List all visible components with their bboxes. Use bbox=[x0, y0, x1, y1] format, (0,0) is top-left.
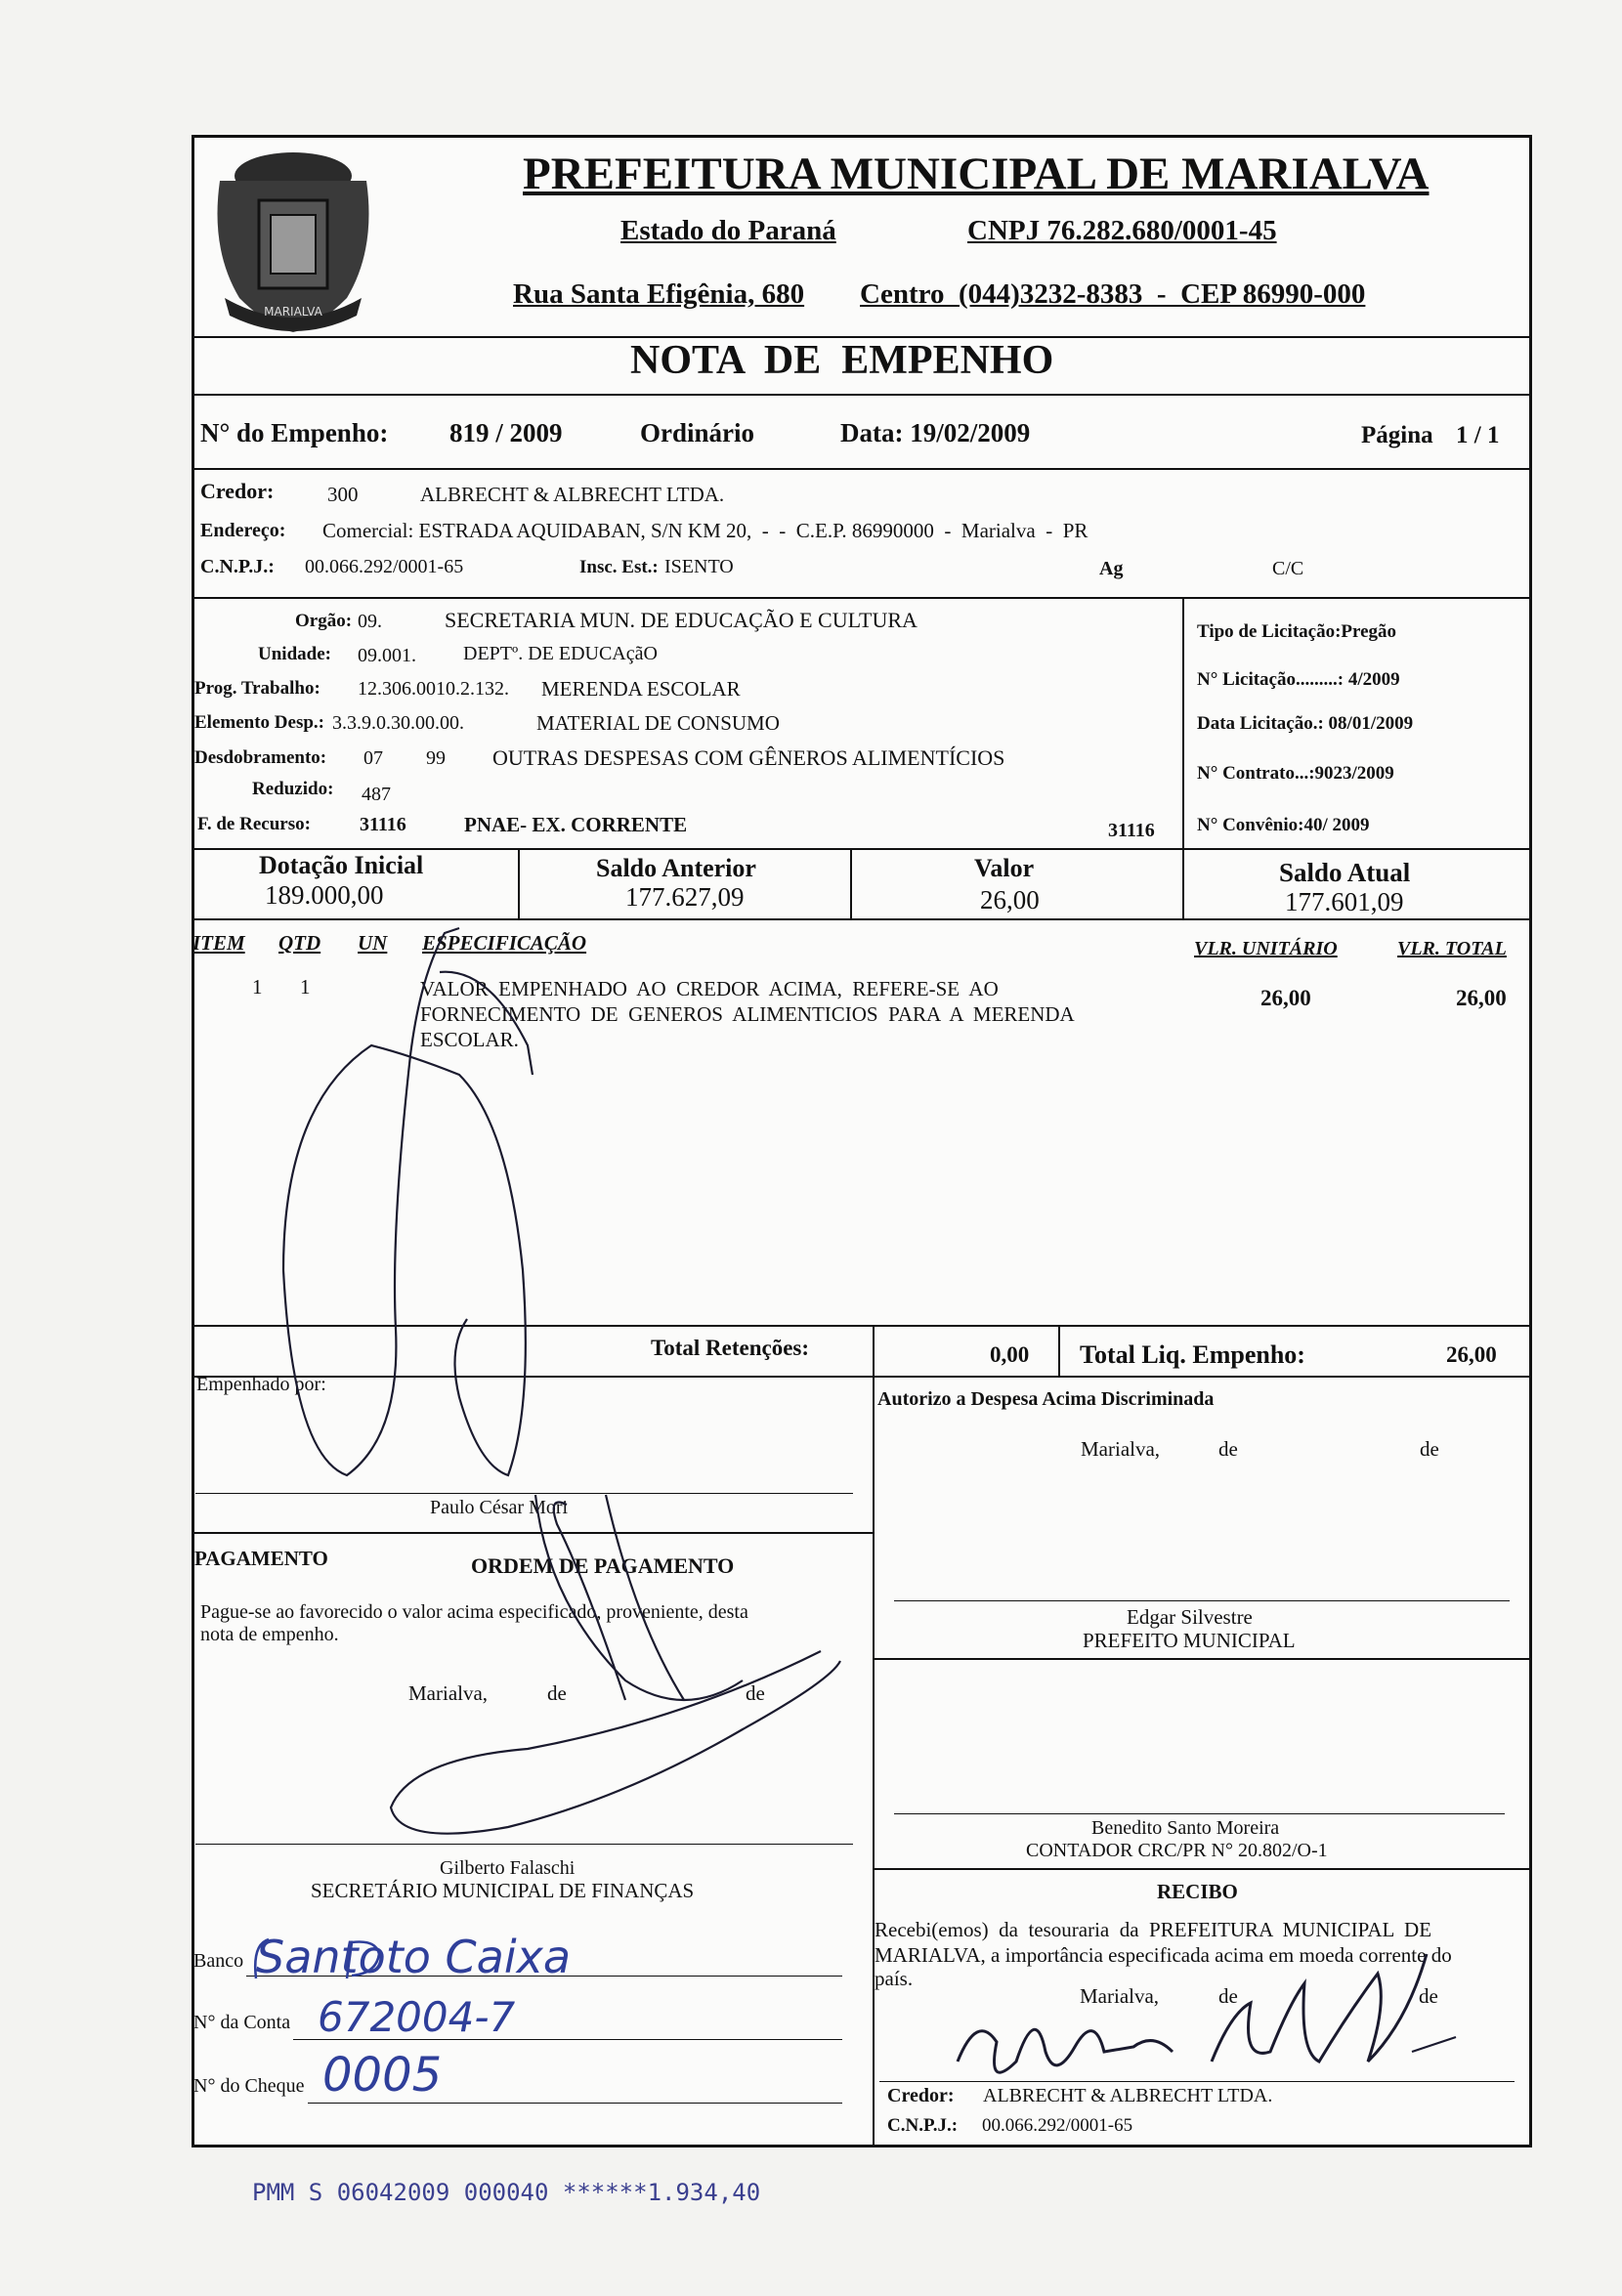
row-spec-line1: VALOR EMPENHADO AO CREDOR ACIMA, REFERE-SE AO bbox=[420, 977, 999, 1000]
elemento-label: Elemento Desp.: bbox=[194, 712, 324, 733]
cheque-handwritten: 0005 bbox=[322, 2048, 443, 2103]
credor-cnpj: 00.066.292/0001-65 bbox=[305, 556, 464, 577]
liquido-value: 26,00 bbox=[1446, 1342, 1497, 1367]
desdob-label: Desdobramento: bbox=[194, 747, 327, 768]
tipo-licitacao: Tipo de Licitação:Pregão bbox=[1197, 621, 1397, 642]
retencoes-value: 0,00 bbox=[990, 1342, 1030, 1367]
numero-convenio: N° Convênio:40/ 2009 bbox=[1197, 815, 1370, 835]
autorizo-de1: de bbox=[1218, 1437, 1238, 1461]
state-label: Estado do Paraná bbox=[620, 215, 836, 246]
pagamento-label: PAGAMENTO bbox=[194, 1547, 328, 1570]
unidade-desc: DEPTº. DE EDUCAçãO bbox=[463, 643, 658, 664]
elemento-code: 3.3.9.0.30.00.00. bbox=[332, 712, 464, 734]
row-spec-line3: ESCOLAR. bbox=[420, 1028, 519, 1051]
recurso-code: 31116 bbox=[360, 814, 406, 835]
pagamento-city: Marialva, bbox=[408, 1681, 489, 1705]
saldo-atual-label: Saldo Atual bbox=[1279, 858, 1411, 887]
credor-address: Comercial: ESTRADA AQUIDABAN, S/N KM 20, - - C.E.P. 86990000 - Marialva - PR bbox=[322, 519, 1088, 542]
district-phone: Centro (044)3232-8383 - CEP 86990-000 bbox=[860, 278, 1366, 310]
prog-code: 12.306.0010.2.132. bbox=[358, 678, 509, 700]
prog-desc: MERENDA ESCOLAR bbox=[541, 677, 741, 701]
row-item: 1 bbox=[252, 975, 263, 999]
desdob-b: 99 bbox=[426, 747, 446, 769]
document-title: NOTA DE EMPENHO bbox=[630, 338, 1054, 383]
prog-label: Prog. Trabalho: bbox=[194, 678, 320, 699]
autorizo-city: Marialva, bbox=[1081, 1437, 1161, 1461]
saldo-anterior-value: 177.627,09 bbox=[625, 882, 745, 912]
col-qtd: QTD bbox=[278, 931, 321, 955]
orgao-desc: SECRETARIA MUN. DE EDUCAÇÃO E CULTURA bbox=[445, 608, 918, 632]
credor-name: ALBRECHT & ALBRECHT LTDA. bbox=[420, 483, 725, 506]
recibo-cnpj: 00.066.292/0001-65 bbox=[982, 2115, 1133, 2136]
recurso-label: F. de Recurso: bbox=[197, 814, 311, 834]
recibo-line-1: Recebi(emos) da tesouraria da PREFEITURA MUNICIPAL DE bbox=[875, 1918, 1432, 1941]
valor-label: Valor bbox=[974, 854, 1035, 882]
pagamento-de1: de bbox=[547, 1681, 567, 1705]
insc-label: Insc. Est.: bbox=[579, 557, 659, 577]
machine-stamp: PMM S 06042009 000040 ******1.934,40 bbox=[252, 2179, 761, 2206]
empenho-label: N° do Empenho: bbox=[200, 418, 389, 447]
pagamento-text-1: Pague-se ao favorecido o valor acima especificado, proveniente, desta bbox=[200, 1601, 748, 1623]
page-number: 1 / 1 bbox=[1456, 422, 1500, 448]
orgao-code: 09. bbox=[358, 611, 382, 632]
contador-name: Benedito Santo Moreira bbox=[1091, 1817, 1280, 1839]
secretario-role: SECRETÁRIO MUNICIPAL DE FINANÇAS bbox=[311, 1879, 695, 1902]
credor-code: 300 bbox=[327, 483, 359, 506]
empenho-number: 819 / 2009 bbox=[449, 418, 563, 447]
banco-label: Banco bbox=[193, 1950, 244, 1972]
empenho-date: Data: 19/02/2009 bbox=[840, 418, 1031, 447]
cnpj-label: C.N.P.J.: bbox=[200, 556, 275, 577]
saldo-anterior-label: Saldo Anterior bbox=[596, 854, 756, 882]
unidade-code: 09.001. bbox=[358, 645, 416, 666]
dotacao-value: 189.000,00 bbox=[265, 880, 384, 910]
recurso-desc: PNAE- EX. CORRENTE bbox=[464, 813, 688, 836]
header-cnpj: CNPJ 76.282.680/0001-45 bbox=[967, 215, 1277, 246]
numero-contrato: N° Contrato...:9023/2009 bbox=[1197, 763, 1394, 784]
recibo-de2: de bbox=[1419, 1984, 1438, 2008]
agency-label: Ag bbox=[1099, 558, 1124, 579]
address-label: Endereço: bbox=[200, 520, 286, 541]
unidade-label: Unidade: bbox=[258, 644, 331, 664]
empenhado-name: Paulo César Mori bbox=[430, 1497, 569, 1518]
reduzido-label: Reduzido: bbox=[252, 779, 334, 799]
conta-handwritten: 672004-7 bbox=[318, 1993, 516, 2041]
conta-label: N° da Conta bbox=[193, 2012, 291, 2033]
dotacao-label: Dotação Inicial bbox=[259, 851, 424, 879]
data-licitacao: Data Licitação.: 08/01/2009 bbox=[1197, 713, 1414, 734]
page-label: Página bbox=[1361, 422, 1433, 448]
row-qtd: 1 bbox=[300, 975, 311, 999]
recurso-code-right: 31116 bbox=[1108, 820, 1155, 841]
reduzido-value: 487 bbox=[362, 784, 391, 805]
cheque-label: N° do Cheque bbox=[193, 2075, 305, 2097]
page-title: PREFEITURA MUNICIPAL DE MARIALVA bbox=[523, 149, 1430, 199]
contador-role: CONTADOR CRC/PR N° 20.802/O-1 bbox=[1026, 1840, 1328, 1861]
numero-licitacao: N° Licitação.........: 4/2009 bbox=[1197, 669, 1400, 690]
row-unit-price: 26,00 bbox=[1260, 986, 1311, 1010]
insc-value: ISENTO bbox=[664, 556, 734, 577]
recibo-line-2: MARIALVA, a importância especificada acima em moeda corrente do bbox=[875, 1943, 1452, 1967]
desdob-a: 07 bbox=[363, 747, 383, 769]
valor-value: 26,00 bbox=[980, 885, 1040, 914]
col-total: VLR. TOTAL bbox=[1397, 938, 1507, 959]
prefeito-role: PREFEITO MUNICIPAL bbox=[1083, 1629, 1296, 1652]
saldo-atual-value: 177.601,09 bbox=[1285, 887, 1404, 916]
pagamento-de2: de bbox=[746, 1681, 765, 1705]
account-label: C/C bbox=[1272, 558, 1304, 579]
autorizo-de2: de bbox=[1420, 1437, 1439, 1461]
recibo-credor-label: Credor: bbox=[887, 2085, 955, 2106]
recibo-cnpj-label: C.N.P.J.: bbox=[887, 2115, 959, 2136]
recibo-de1: de bbox=[1218, 1984, 1238, 2008]
recibo-city: Marialva, bbox=[1080, 1984, 1160, 2008]
row-total: 26,00 bbox=[1456, 986, 1507, 1010]
col-item: ITEM bbox=[192, 931, 245, 955]
col-un: UN bbox=[358, 931, 388, 955]
autorizo-text: Autorizo a Despesa Acima Discriminada bbox=[877, 1388, 1215, 1410]
recibo-line-3: país. bbox=[875, 1967, 914, 1990]
liquido-label: Total Liq. Empenho: bbox=[1080, 1340, 1305, 1369]
street-address: Rua Santa Efigênia, 680 bbox=[513, 278, 805, 310]
recibo-title: RECIBO bbox=[1157, 1880, 1238, 1903]
secretario-name: Gilberto Falaschi bbox=[440, 1857, 576, 1879]
col-unit-price: VLR. UNITÁRIO bbox=[1194, 938, 1338, 959]
retencoes-label: Total Retenções: bbox=[651, 1336, 810, 1360]
row-spec-line2: FORNECIMENTO DE GENEROS ALIMENTICIOS PARA A MERENDA bbox=[420, 1002, 1075, 1026]
svg-text:MARIALVA: MARIALVA bbox=[264, 305, 322, 319]
empenhado-label: Empenhado por: bbox=[196, 1374, 326, 1395]
empenho-type: Ordinário bbox=[640, 418, 755, 447]
credor-label: Credor: bbox=[200, 479, 275, 503]
desdob-desc: OUTRAS DESPESAS COM GÊNEROS ALIMENTÍCIOS bbox=[492, 745, 1005, 770]
col-spec: ESPECIFICAÇÃO bbox=[422, 931, 587, 955]
orgao-label: Orgão: bbox=[295, 611, 353, 631]
elemento-desc: MATERIAL DE CONSUMO bbox=[536, 711, 780, 735]
recibo-credor: ALBRECHT & ALBRECHT LTDA. bbox=[983, 2085, 1273, 2106]
banco-handwritten: Santoto Caixa bbox=[256, 1931, 572, 1983]
prefeito-name: Edgar Silvestre bbox=[1127, 1605, 1253, 1629]
ordem-pagamento: ORDEM DE PAGAMENTO bbox=[471, 1553, 735, 1578]
pagamento-text-2: nota de empenho. bbox=[200, 1624, 339, 1645]
